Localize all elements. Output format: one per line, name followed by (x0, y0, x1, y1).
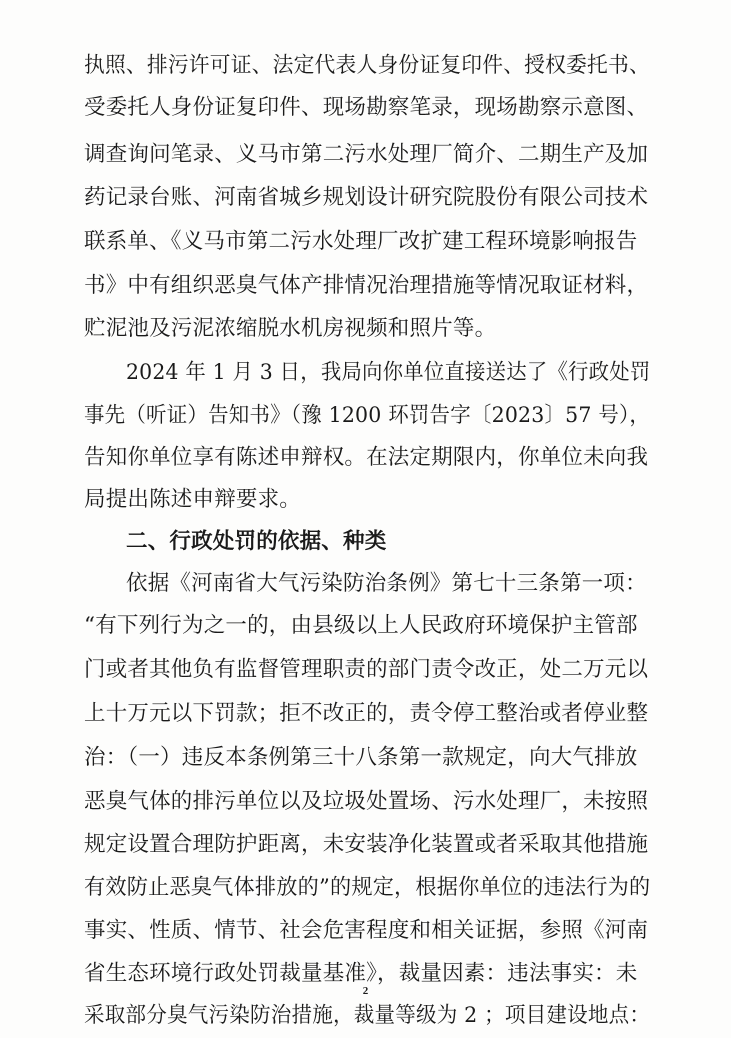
text-line: 贮泥池及污泥浓缩脱水机房视频和照片等。 (84, 316, 497, 341)
text-line: 告知你单位享有陈述申辩权。在法定期限内，你单位未向我 (84, 445, 649, 470)
text-line: 省生态环境行政处罚裁量基准》，裁量因素：违法事实：未 (84, 961, 638, 986)
text-line: 2024 年 1 月 3 日，我局向你单位直接送达了《行政处罚 (126, 360, 651, 385)
text-line: 规定设置合理防护距离，未安装净化装置或者采取其他措施 (84, 832, 649, 857)
text-line: 书》中有组织恶臭气体产排情况治理措施等情况取证材料， (84, 273, 649, 298)
text-line: 事实、性质、情节、社会危害程度和相关证据，参照《河南 (84, 918, 649, 943)
text-line: “有下列行为之一的，由县级以上人民政府环境保护主管部 (84, 613, 638, 638)
text-line: 受委托人身份证复印件、现场勘察笔录，现场勘察示意图、 (84, 95, 649, 120)
text-line: 执照、排污许可证、法定代表人身份证复印件、授权委托书、 (84, 53, 650, 78)
text-line: 药记录台账、河南省城乡规划设计研究院股份有限公司技术 (84, 185, 649, 210)
text-line: 治：（一）违反本条例第三十八条第一款规定，向大气排放 (84, 745, 638, 770)
page-number: 2 (362, 985, 369, 997)
text-line: 局提出陈述申辩要求。 (84, 487, 302, 512)
text-line: 采取部分臭气污染防治措施，裁量等级为 2 ；项目建设地点： (84, 1003, 651, 1028)
section-heading: 二、行政处罚的依据、种类 (126, 529, 387, 554)
text-line: 有效防止恶臭气体排放的”的规定，根据你单位的违法行为的 (84, 875, 651, 900)
text-line: 调查询问笔录、义马市第二污水处理厂简介、二期生产及加 (84, 142, 649, 167)
text-line: 联系单、《义马市第二污水处理厂改扩建工程环境影响报告 (84, 229, 638, 254)
text-line: 门或者其他负有监督管理职责的部门责令改正，处二万元以 (84, 657, 649, 682)
text-line: 恶臭气体的排污单位以及垃圾处置场、污水处理厂，未按照 (84, 789, 649, 814)
text-line: 依据《河南省大气污染防治条例》第七十三条第一项： (126, 571, 647, 596)
text-line: 事先（听证）告知书》（豫 1200 环罚告字〔2023〕57 号）， (84, 403, 651, 428)
text-line: 上十万元以下罚款；拒不改正的，责令停工整治或者停业整 (84, 701, 649, 726)
